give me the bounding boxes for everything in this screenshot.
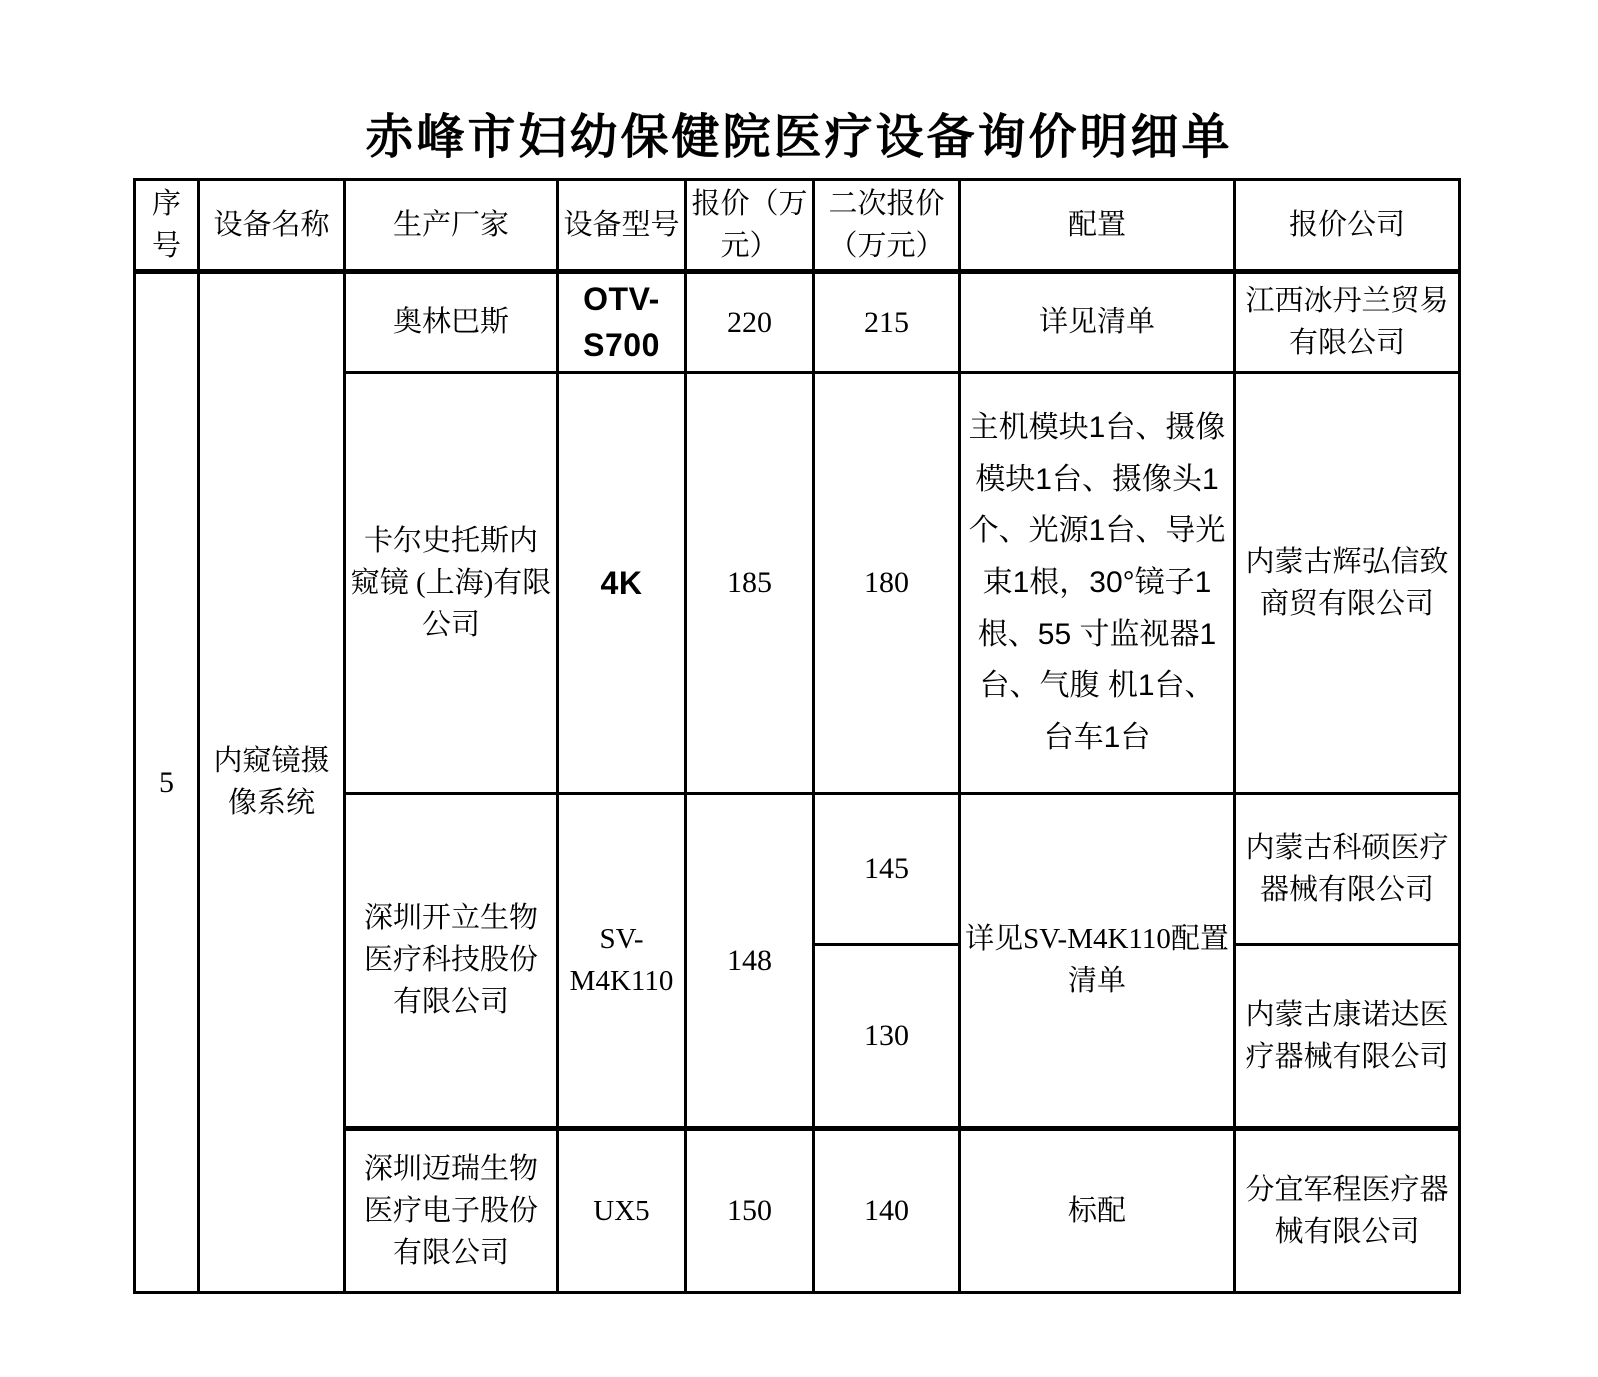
cell-model: 4K — [558, 372, 686, 793]
table-row — [135, 272, 1460, 373]
cell-manufacturer: 深圳开立生物医疗科技股份有限公司 — [345, 793, 558, 1128]
cell-second-quote: 180 — [814, 372, 960, 793]
cell-device-name: 内窥镜摄像系统 — [199, 272, 345, 1293]
cell-second-quote: 140 — [814, 1128, 960, 1292]
page-title: 赤峰市妇幼保健院医疗设备询价明细单 — [365, 111, 1233, 164]
col-header-manufacturer: 生产厂家 — [345, 180, 558, 272]
col-header-serial: 序号 — [135, 180, 199, 272]
col-header-device-name: 设备名称 — [199, 180, 345, 272]
cell-config: 详见清单 — [960, 272, 1235, 373]
cell-quote: 148 — [686, 793, 814, 1128]
cell-company: 江西冰丹兰贸易有限公司 — [1235, 272, 1460, 373]
cell-company: 内蒙古康诺达医疗器械有限公司 — [1235, 944, 1460, 1128]
price-inquiry-table — [133, 178, 1461, 1294]
cell-second-quote: 130 — [814, 944, 960, 1128]
cell-model: SV-M4K110 — [558, 793, 686, 1128]
cell-manufacturer: 卡尔史托斯内窥镜 (上海)有限公司 — [345, 372, 558, 793]
cell-model: UX5 — [558, 1128, 686, 1292]
cell-company: 内蒙古科硕医疗器械有限公司 — [1235, 793, 1460, 944]
cell-quote: 185 — [686, 372, 814, 793]
cell-manufacturer: 奥林巴斯 — [345, 272, 558, 373]
col-header-quote: 报价（万元） — [686, 180, 814, 272]
cell-company: 内蒙古辉弘信致商贸有限公司 — [1235, 372, 1460, 793]
col-header-company: 报价公司 — [1235, 180, 1460, 272]
cell-quote: 150 — [686, 1128, 814, 1292]
cell-quote: 220 — [686, 272, 814, 373]
header-row — [135, 180, 1460, 272]
cell-manufacturer: 深圳迈瑞生物医疗电子股份有限公司 — [345, 1128, 558, 1292]
col-header-config: 配置 — [960, 180, 1235, 272]
cell-model: OTV-S700 — [558, 272, 686, 373]
cell-config: 详见SV-M4K110配置清单 — [960, 793, 1235, 1128]
col-header-model: 设备型号 — [558, 180, 686, 272]
cell-config: 标配 — [960, 1128, 1235, 1292]
col-header-second-quote: 二次报价（万元） — [814, 180, 960, 272]
cell-config: 主机模块1台、摄像模块1台、摄像头1个、光源1台、导光束1根，30°镜子1根、55 寸监视器1台、气腹 机1台、台车1台 — [960, 372, 1235, 793]
cell-second-quote: 215 — [814, 272, 960, 373]
cell-company: 分宜军程医疗器械有限公司 — [1235, 1128, 1460, 1292]
cell-second-quote: 145 — [814, 793, 960, 944]
cell-serial-number: 5 — [135, 272, 199, 1293]
